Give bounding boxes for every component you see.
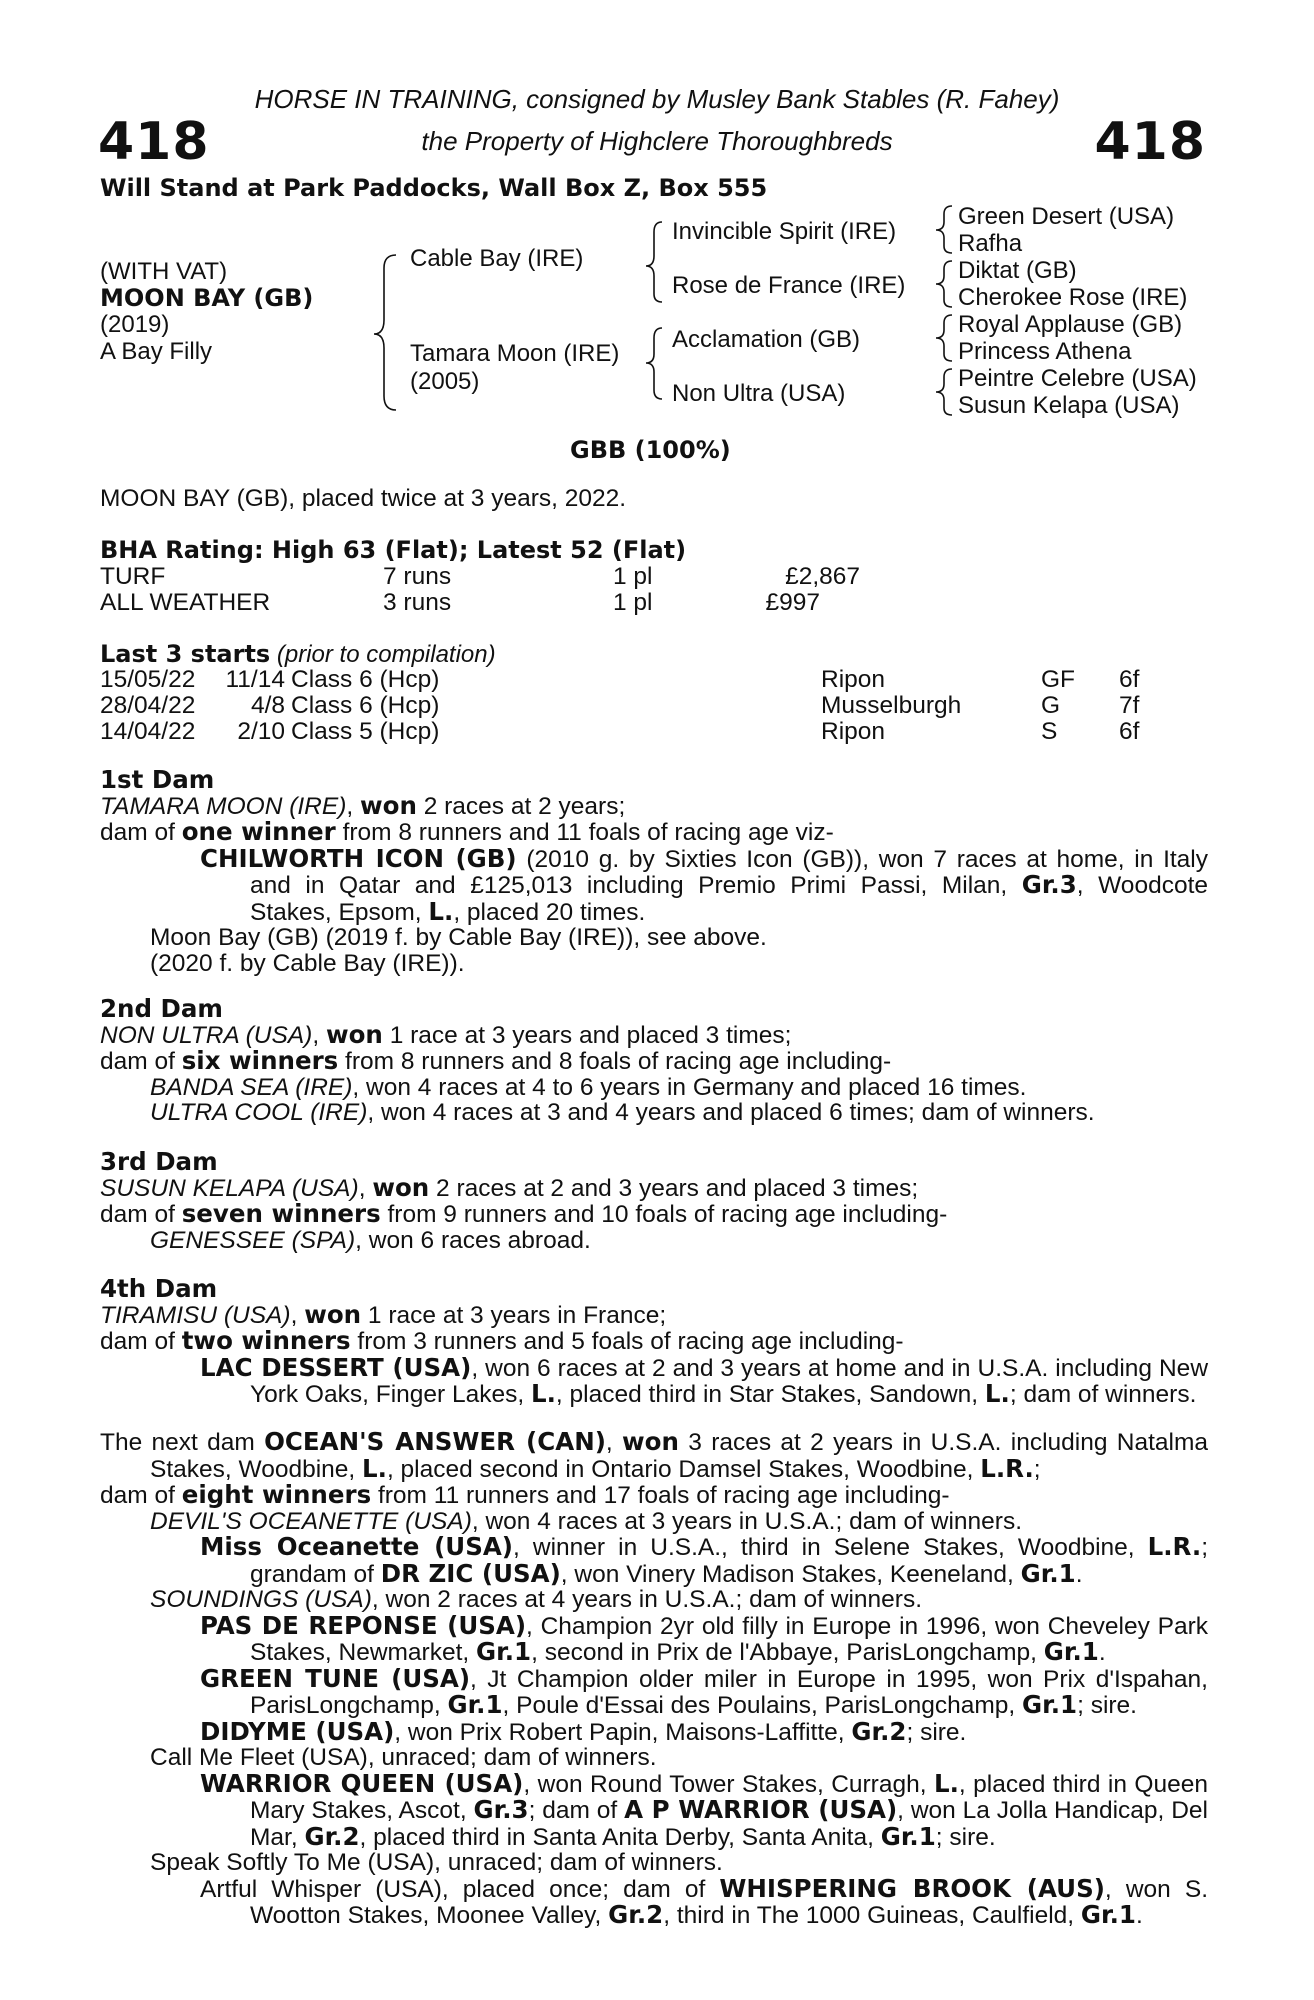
dam-record: SUSUN KELAPA (USA), won 2 races at 2 and 3 years and placed 3 times; <box>100 1172 919 1202</box>
second-dam-section <box>100 996 1208 1126</box>
start-row <box>100 692 1200 718</box>
start-class: Class 6 (Hcp) <box>291 666 440 693</box>
prize: £997 <box>765 589 820 616</box>
next-dam-record: The next dam OCEAN'S ANSWER (CAN), won 3 races at 2 years in U.S.A. including Natalma Stakes, Woodbine, L., placed second in Ontario Damsel Stakes, Woodbine, L.R.; <box>100 1427 1209 1483</box>
placed: 1 pl <box>613 563 653 590</box>
progeny-2020-foal: (2020 f. by Cable Bay (IRE)). <box>150 949 465 977</box>
sire-sire: Invincible Spirit (IRE) <box>672 218 897 245</box>
start-distance: 6f <box>1119 666 1140 693</box>
start-going: S <box>1041 718 1058 745</box>
dam: Tamara Moon (IRE) <box>410 340 620 367</box>
progeny-moon-bay: Moon Bay (GB) (2019 f. by Cable Bay (IRE)), see above. <box>150 924 767 951</box>
horse-description: A Bay Filly <box>100 338 213 365</box>
dam-produce: dam of two winners from 3 runners and 5 foals of racing age including- <box>100 1326 904 1355</box>
dam-produce: dam of eight winners from 11 runners and 17 foals of racing age including- <box>100 1480 950 1509</box>
sire-dam: Rose de France (IRE) <box>672 272 906 299</box>
start-class: Class 5 (Hcp) <box>291 718 440 745</box>
start-position: 11/14 <box>225 666 285 693</box>
start-class: Class 6 (Hcp) <box>291 692 440 719</box>
dam-record: TIRAMISU (USA), won 1 race at 3 years in France; <box>100 1299 667 1329</box>
horse-name: MOON BAY (GB) <box>100 284 314 312</box>
rating-row-aw <box>100 589 820 615</box>
last-starts-title: Last 3 starts <box>100 640 271 668</box>
inbreeding-note: GBB (100%) <box>570 436 731 464</box>
gen3-5: Royal Applause (GB) <box>958 311 1183 338</box>
progeny-lac-dessert: LAC DESSERT (USA), won 6 races at 2 and 3 years at home and in U.S.A. including New York Oaks, Finger Lakes, L., placed third in Star Stakes, Sandown, L.; dam of winners. <box>200 1352 1209 1408</box>
horse-year: (2019) <box>100 311 170 338</box>
gen3-7: Peintre Celebre (USA) <box>958 365 1197 392</box>
progeny-soundings: SOUNDINGS (USA), won 2 races at 4 years in U.S.A.; dam of winners. <box>150 1586 923 1613</box>
prize: £2,867 <box>785 563 860 590</box>
progeny-pas-de-reponse: PAS DE REPONSE (USA), Champion 2yr old filly in Europe in 1996, won Cheveley Park Stakes, Newmarket, Gr.1, second in Prix de l'Abbaye, ParisLongchamp, Gr.1. <box>200 1610 1208 1666</box>
start-course: Musselburgh <box>821 692 962 719</box>
progeny-green-tune: GREEN TUNE (USA), Jt Champion older miler in Europe in 1995, won Prix d'Ispahan, ParisLongchamp, Gr.1, Poule d'Essai des Poulains, ParisLongchamp, Gr.1; sire. <box>200 1663 1208 1719</box>
dam-year: (2005) <box>410 368 480 395</box>
start-position: 2/10 <box>237 718 285 745</box>
progeny-devils-oceanette: DEVIL'S OCEANETTE (USA), won 4 races at 3 years in U.S.A.; dam of winners. <box>150 1507 1023 1535</box>
progeny-call-me-fleet: Call Me Fleet (USA), unraced; dam of winners. <box>150 1744 657 1771</box>
progeny-warrior-queen: WARRIOR QUEEN (USA), won Round Tower Stakes, Curragh, L., placed third in Queen Mary Stakes, Ascot, Gr.3; dam of A P WARRIOR (USA), won La Jolla Handicap, Del Mar, Gr.2, placed third in Santa Anita Derby, Santa Anita, Gr.1; sire. <box>200 1768 1208 1851</box>
progeny-banda-sea: BANDA SEA (IRE), won 4 races at 4 to 6 years in Germany and placed 16 times. <box>150 1073 1027 1101</box>
section-heading: 1st Dam <box>100 765 215 794</box>
race-summary: MOON BAY (GB), placed twice at 3 years, 2022. <box>100 485 627 512</box>
fourth-dam-section <box>100 1276 1208 1408</box>
gen3-6: Princess Athena <box>958 338 1132 365</box>
dam-record: NON ULTRA (USA), won 1 race at 3 years and placed 3 times; <box>100 1019 792 1049</box>
lot-number-right: 418 <box>1094 112 1206 172</box>
first-dam-section <box>100 767 1208 976</box>
start-date: 28/04/22 <box>100 692 196 719</box>
start-going: G <box>1041 692 1061 719</box>
start-going: GF <box>1041 666 1076 693</box>
start-date: 15/05/22 <box>100 666 196 693</box>
dam-produce: dam of one winner from 8 runners and 11 foals of racing age viz- <box>100 817 834 846</box>
dam-sire: Acclamation (GB) <box>672 326 861 353</box>
progeny-ultra-cool: ULTRA COOL (IRE), won 4 races at 3 and 4 years and placed 6 times; dam of winners. <box>150 1099 1095 1126</box>
surface: TURF <box>100 563 166 590</box>
vat-label: (WITH VAT) <box>100 258 228 285</box>
header-property: the Property of Highclere Thoroughbreds <box>421 126 893 156</box>
gen3-2: Rafha <box>958 230 1023 257</box>
runs: 3 runs <box>383 589 452 616</box>
stand-location: Will Stand at Park Paddocks, Wall Box Z, Box 555 <box>100 174 768 202</box>
lot-number-left: 418 <box>98 112 210 172</box>
section-heading: 2nd Dam <box>100 994 223 1023</box>
rating-row-turf <box>100 563 860 589</box>
start-row <box>100 666 1200 692</box>
progeny-speak-softly: Speak Softly To Me (USA), unraced; dam of winners. <box>150 1849 723 1876</box>
third-dam-section <box>100 1149 1208 1253</box>
progeny-miss-oceanette: Miss Oceanette (USA), winner in U.S.A., third in Selene Stakes, Woodbine, L.R.; grandam of DR ZIC (USA), won Vinery Madison Stakes, Keeneland, Gr.1. <box>200 1532 1208 1588</box>
dam-dam: Non Ultra (USA) <box>672 380 846 407</box>
start-course: Ripon <box>821 718 886 745</box>
runs: 7 runs <box>383 563 452 590</box>
last-starts-note: (prior to compilation) <box>276 641 496 668</box>
last-starts-heading <box>100 640 496 669</box>
dam-record: TAMARA MOON (IRE), won 2 races at 2 years; <box>100 790 626 820</box>
start-date: 14/04/22 <box>100 718 196 745</box>
dam-produce: dam of seven winners from 9 runners and 10 foals of racing age including- <box>100 1199 948 1228</box>
progeny-artful-whisper: Artful Whisper (USA), placed once; dam of WHISPERING BROOK (AUS), won S. Wootton Stakes, Moonee Valley, Gr.2, third in The 1000 Guineas, Caulfield, Gr.1. <box>200 1873 1208 1929</box>
section-heading: 4th Dam <box>100 1274 218 1303</box>
progeny-genessee: GENESSEE (SPA), won 6 races abroad. <box>150 1226 591 1254</box>
placed: 1 pl <box>613 589 653 616</box>
progeny-chilworth-icon: CHILWORTH ICON (GB) (2010 g. by Sixties Icon (GB)), won 7 races at home, in Italy and in Qatar and £125,013 including Premio Primi Passi, Milan, Gr.3, Woodcote Stakes, Epsom, L., placed 20 times. <box>200 843 1208 926</box>
dam-produce: dam of six winners from 8 runners and 8 foals of racing age including- <box>100 1046 892 1075</box>
gen3-1: Green Desert (USA) <box>958 203 1175 230</box>
start-course: Ripon <box>821 666 886 693</box>
progeny-didyme: DIDYME (USA), won Prix Robert Papin, Maisons-Laffitte, Gr.2; sire. <box>200 1716 967 1746</box>
gen3-4: Cherokee Rose (IRE) <box>958 284 1188 311</box>
start-distance: 6f <box>1119 718 1140 745</box>
sire: Cable Bay (IRE) <box>410 245 584 272</box>
surface: ALL WEATHER <box>100 589 271 616</box>
section-heading: 3rd Dam <box>100 1147 218 1176</box>
start-position: 4/8 <box>250 692 285 719</box>
start-distance: 7f <box>1119 692 1140 719</box>
gen3-8: Susun Kelapa (USA) <box>958 392 1180 419</box>
header-consignor: HORSE IN TRAINING, consigned by Musley Bank Stables (R. Fahey) <box>254 84 1060 114</box>
next-dam-section <box>100 1429 1208 1929</box>
bha-rating: BHA Rating: High 63 (Flat); Latest 52 (Flat) <box>100 536 687 564</box>
gen3-3: Diktat (GB) <box>958 257 1077 284</box>
start-row <box>100 718 1200 744</box>
